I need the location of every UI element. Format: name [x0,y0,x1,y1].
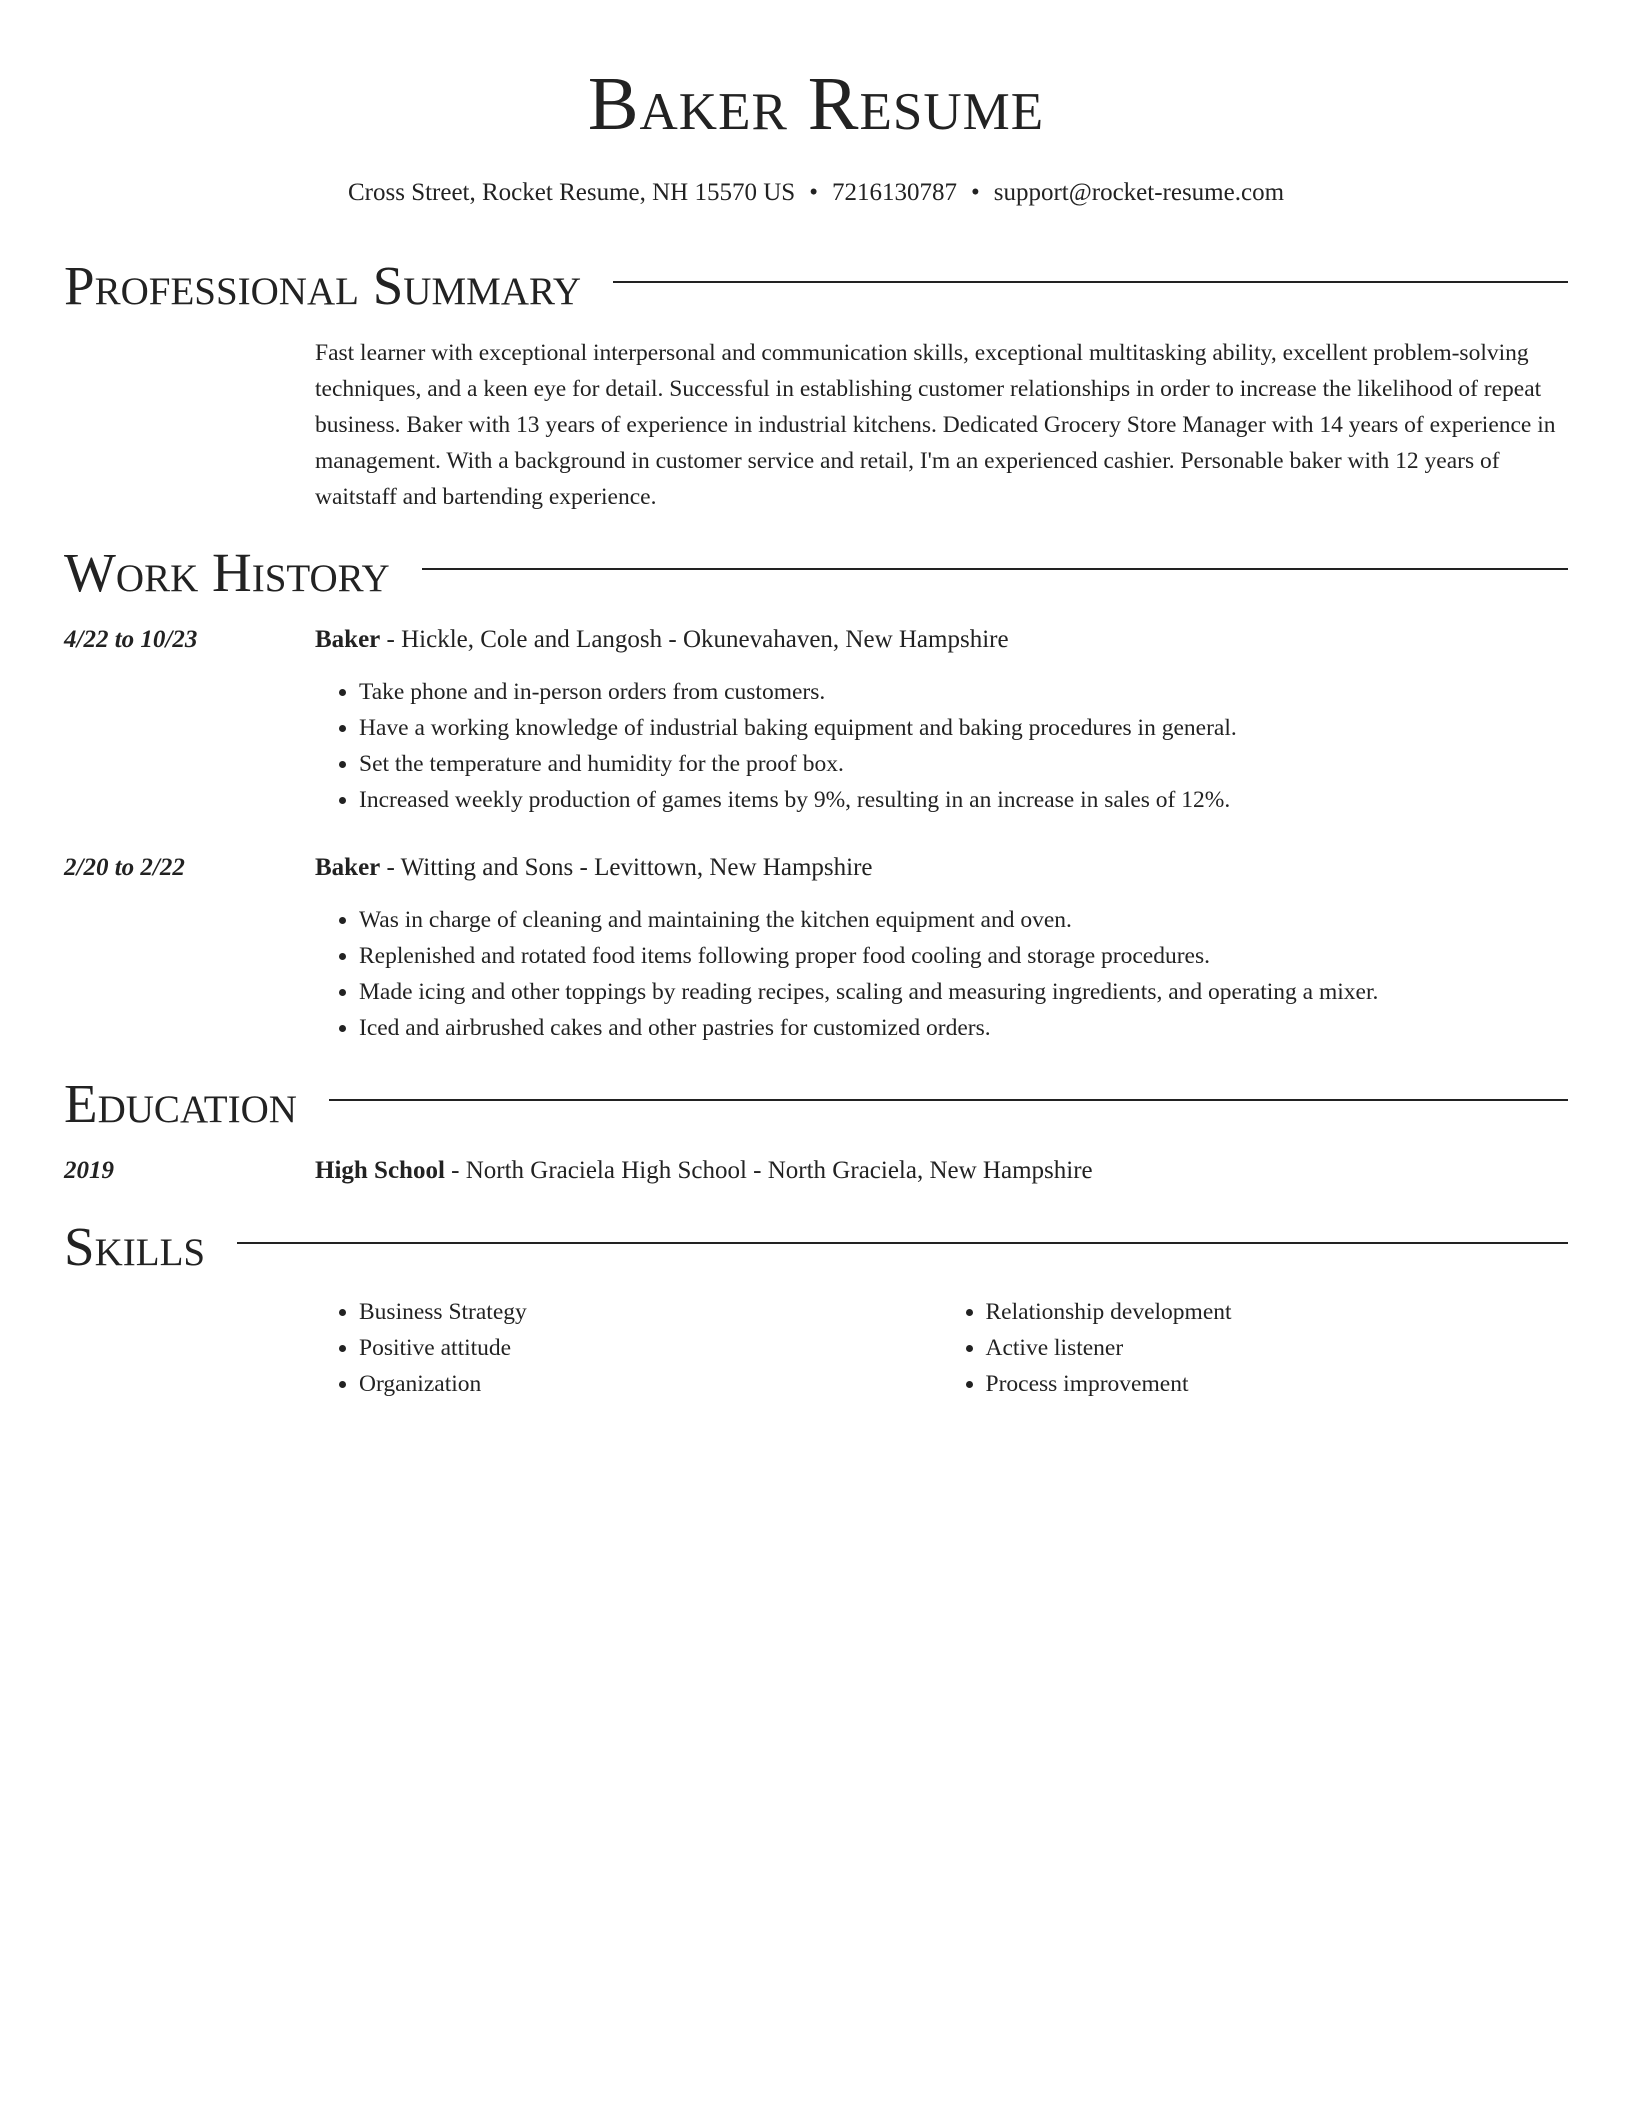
job-dates: 4/22 to 10/23 [64,626,198,653]
skills-right-column [942,1294,1569,1402]
summary-section [64,255,1568,515]
work-history-title: Work History [64,542,390,603]
list-item: • Positive attitude [359,1330,942,1366]
education-year: 2019 [64,1157,114,1184]
list-item: • Relationship development [986,1294,1569,1330]
education-entry [64,1153,1568,1189]
job-role: Baker [315,626,381,653]
section-divider [237,1242,1568,1244]
contact-line [64,178,1568,208]
resume-name: Baker Resume [587,62,1045,146]
section-divider [613,281,1568,283]
skills-left-column [315,1294,942,1402]
list-item: • Iced and airbrushed cakes and other pastries for customized orders. [359,1010,1568,1046]
list-item: • Process improvement [986,1366,1569,1402]
contact-email: support@rocket-resume.com [993,179,1285,206]
job-role: Baker [315,854,381,881]
list-item: • Set the temperature and humidity for the proof box. [359,746,1568,782]
job-dates: 2/20 to 2/22 [64,854,185,881]
list-item: • Was in charge of cleaning and maintaining the kitchen equipment and oven. [359,902,1568,938]
job-entry [64,850,1568,1046]
skills-title: Skills [64,1216,206,1277]
skills-columns [315,1294,1568,1402]
education-degree: High School [315,1157,445,1184]
education-title: Education [64,1073,297,1134]
education-details: - North Graciela High School - North Graciela, New Hampshire [444,1157,1093,1184]
list-item: • Replenished and rotated food items following proper food cooling and storage procedures. [359,938,1568,974]
work-history-header [64,542,1568,603]
contact-phone: 7216130787 [831,179,957,206]
contact-address: Cross Street, Rocket Resume, NH 15570 US [347,179,796,206]
contact-separator: • [970,179,980,206]
job-heading [315,622,1568,658]
list-item: • Increased weekly production of games items by 9%, resulting in an increase in sales of 12%. [359,782,1568,818]
job-details: - Hickle, Cole and Langosh - Okunevahaven, New Hampshire [380,626,1009,653]
skills-section [64,1216,1568,1402]
summary-text: Fast learner with exceptional interpersonal and communication skills, exceptional multitasking ability, excellent problem-solving techniques, and a keen eye for detail. Successful in establishing customer relationships in order to increase the likelihood of repeat business. Baker with 13 years of experience in industrial kitchens. Dedicated Grocery Store Manager with 14 years of experience in management. With a background in customer service and retail, I'm an experienced cashier. Personable baker with 12 years of waitstaff and bartending experience. [315,340,1556,510]
education-body [315,1153,1568,1189]
summary-header [64,255,1568,316]
list-item: • Active listener [986,1330,1569,1366]
job-body [315,622,1568,818]
job-details: - Witting and Sons - Levittown, New Hampshire [380,854,873,881]
list-item: • Take phone and in-person orders from customers. [359,674,1568,710]
section-divider [329,1099,1568,1101]
skills-header [64,1216,1568,1277]
job-entry [64,622,1568,818]
list-item: • Organization [359,1366,942,1402]
education-section [64,1073,1568,1189]
job-heading [315,850,1568,886]
education-heading [315,1153,1568,1189]
job-bullets [315,674,1568,818]
job-bullets [315,902,1568,1046]
job-body [315,850,1568,1046]
contact-separator: • [809,179,818,206]
education-header [64,1073,1568,1134]
list-item: • Business Strategy [359,1294,942,1330]
summary-title: Professional Summary [64,255,582,316]
list-item: • Have a working knowledge of industrial baking equipment and baking procedures in general. [359,710,1568,746]
list-item: • Made icing and other toppings by reading recipes, scaling and measuring ingredients, and operating a mixer. [359,974,1568,1010]
work-history-section [64,542,1568,1046]
section-divider [422,568,1568,570]
